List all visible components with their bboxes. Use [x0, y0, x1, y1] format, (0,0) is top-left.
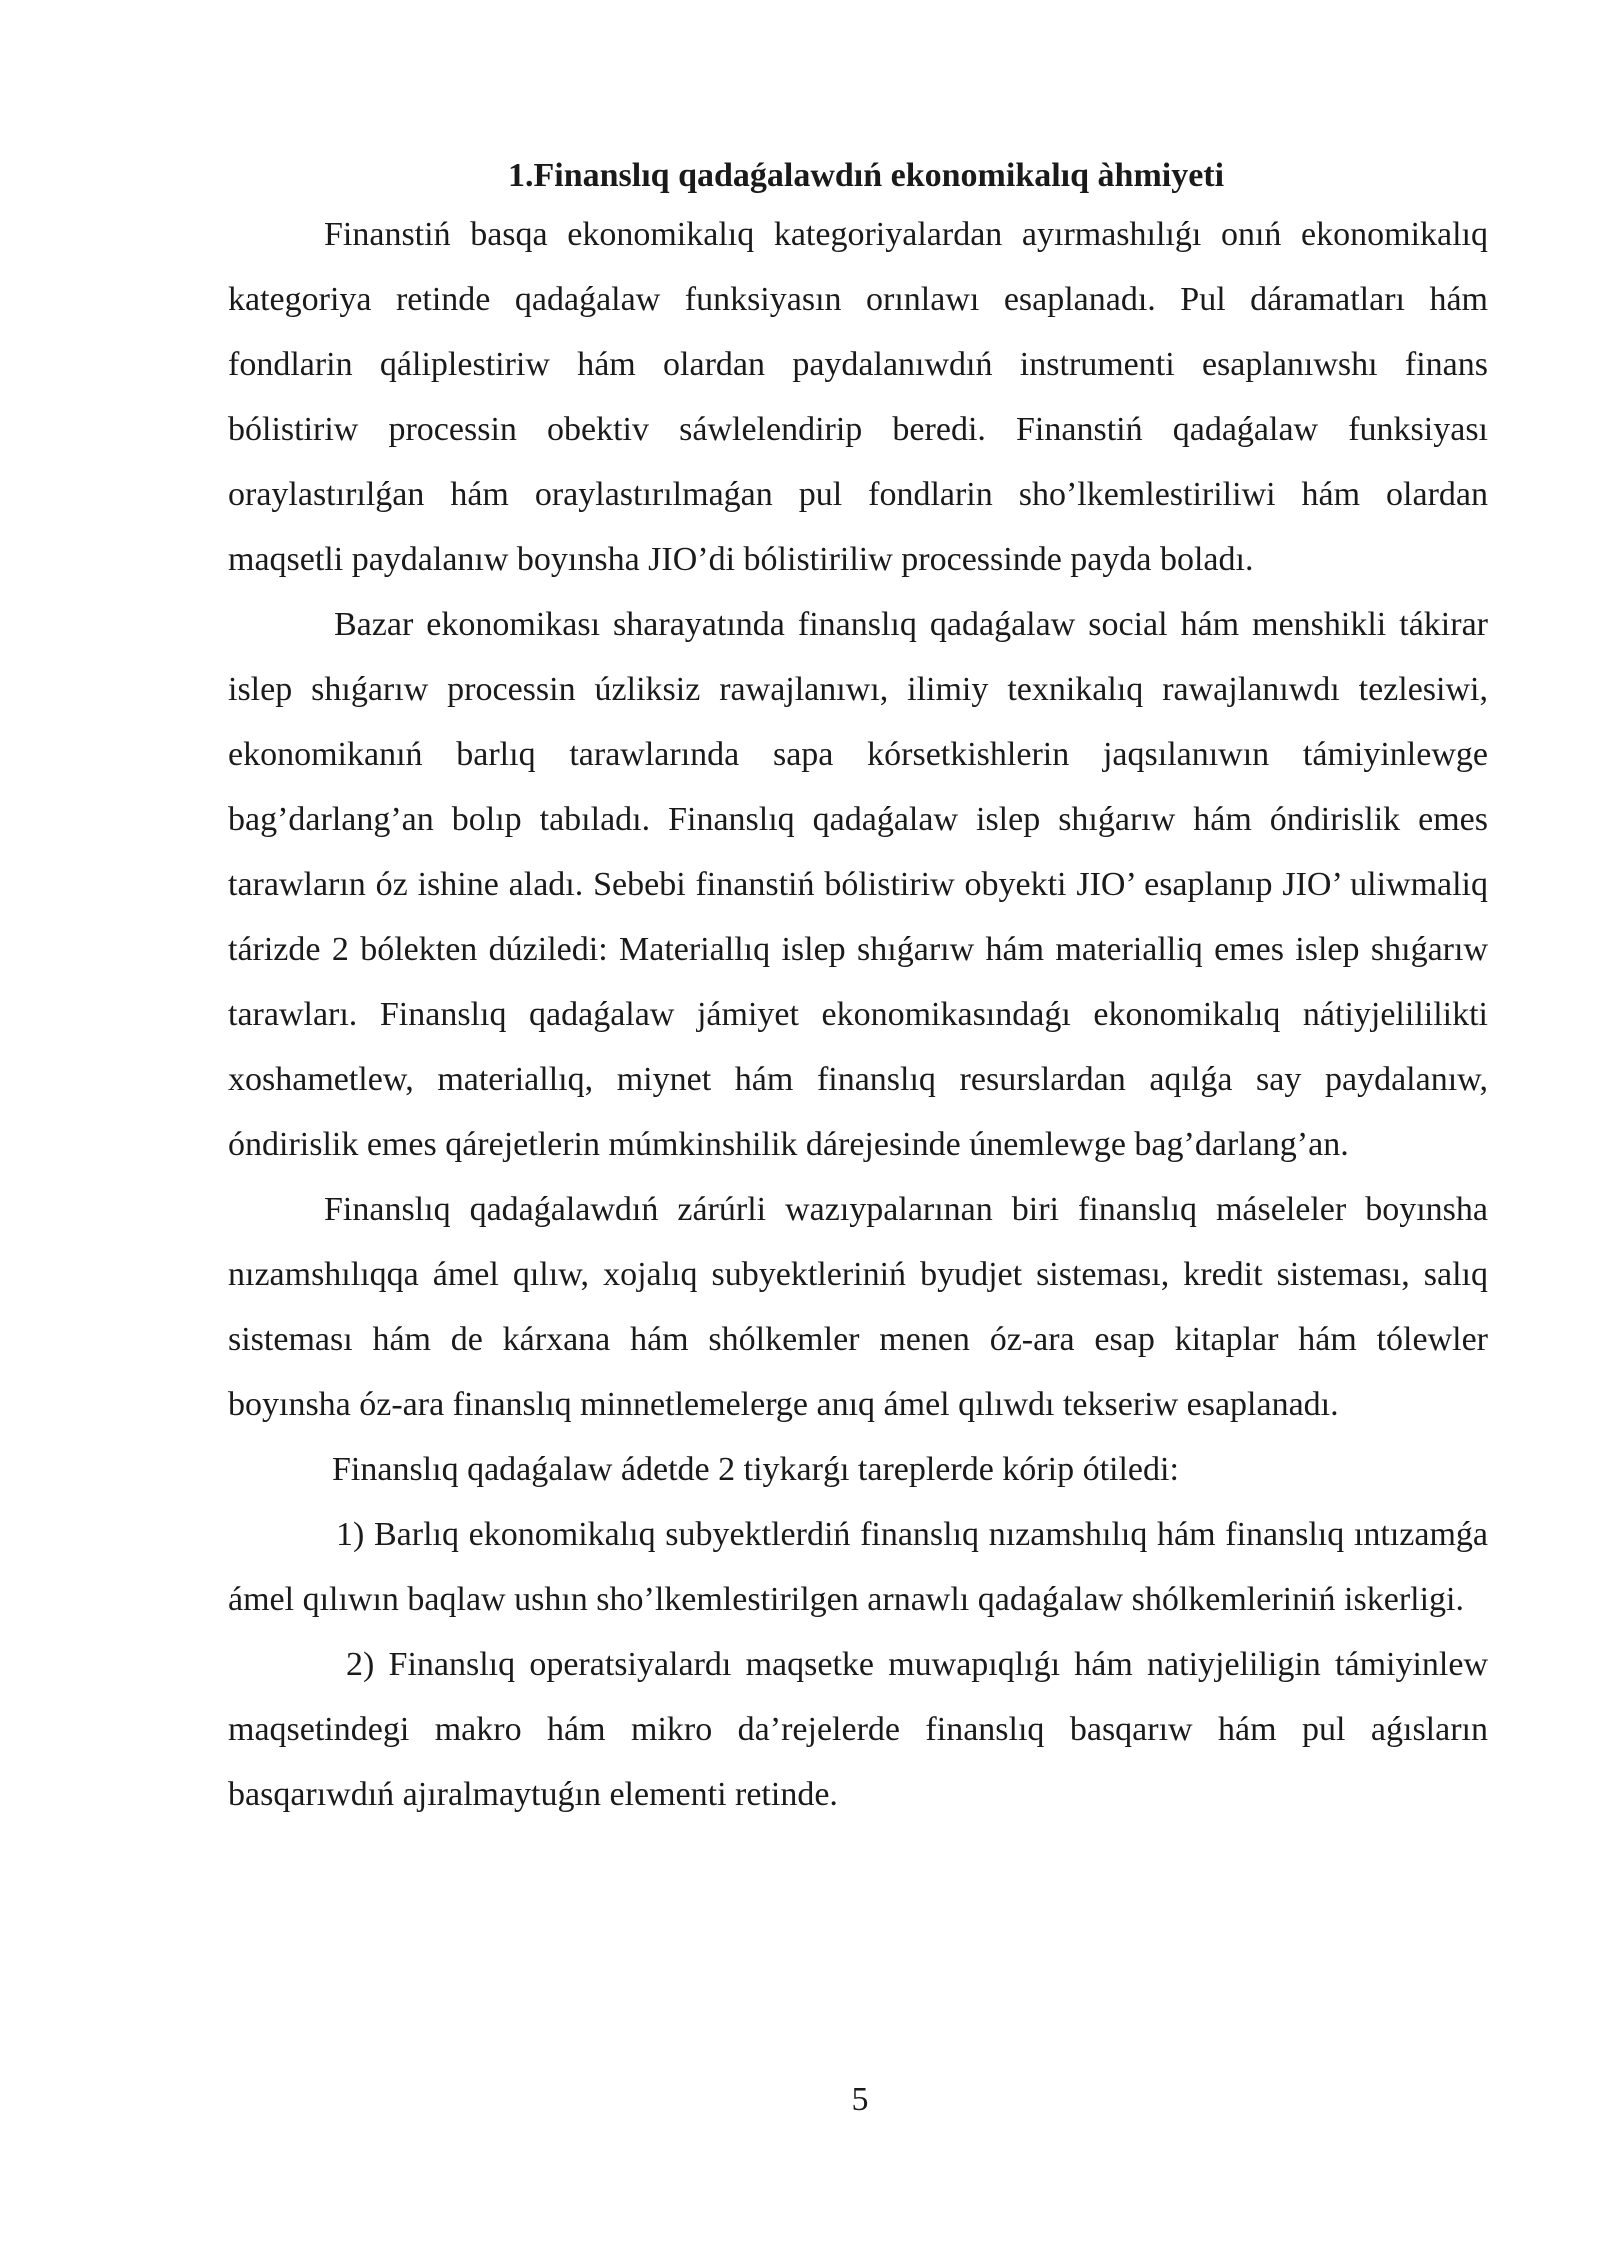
list-item-1: 1) Barlıq ekonomikalıq subyektlerdiń finanslıq nızamshılıq hám finanslıq ıntızamǵa ámel qılıwın baqlaw ushın sho’lkemlestirilgen arnawlı qadaǵalaw shólkemleriniń iskerligi. — [228, 1516, 1488, 1618]
section-heading: 1.Finanslıq qadaǵalawdıń ekonomikalıq àhmiyeti — [508, 157, 1225, 194]
paragraph-4: Finanslıq qadaǵalaw ádetde 2 tiykarǵı tareplerde kórip ótiledi: — [332, 1451, 1179, 1488]
paragraph-1: Finanstiń basqa ekonomikalıq kategoriyalardan ayırmashılıǵı onıń ekonomikalıq kategoriya retinde qadaǵalaw funksiyasın orınlawı esaplanadı. Pul dáramatları hám fondlarin qáliplestiriw hám olardan paydalanıwdıń instrumenti esaplanıwshı finans bólistiriw processin obektiv sáwlelendirip beredi. Finanstiń qadaǵalaw funksiyası oraylastırılǵan hám oraylastırılmaǵan pul fondlarin sho’lkemlestiriliwi hám olardan maqsetli paydalanıw boyınsha JIO’di bólistiriliw processinde payda boladı. — [228, 216, 1488, 578]
document-page — [228, 150, 1488, 1827]
paragraph-3: Finanslıq qadaǵalawdıń zárúrli wazıypalarınan biri finanslıq máseleler boyınsha nızamshılıqqa ámel qılıw, xojalıq subyektleriniń byudjet sisteması, kredit sisteması, salıq sisteması hám de kárxana hám shólkemler menen óz-ara esap kitaplar hám tólewler boyınsha óz-ara finanslıq minnetlemelerge anıq ámel qılıwdı tekseriw esaplanadı. — [228, 1191, 1488, 1423]
page-number: 5 — [851, 2081, 869, 2118]
list-item-2: 2) Finanslıq operatsiyalardı maqsetke muwapıqlıǵı hám natiyjeliligin támiyinlew maqsetindegi makro hám mikro da’rejelerde finanslıq basqarıw hám pul aǵısların basqarıwdıń ajıralmaytuǵın elementi retinde. — [228, 1646, 1488, 1813]
paragraph-2: Bazar ekonomikası sharayatında finanslıq qadaǵalaw social hám menshikli tákirar islep shıǵarıw processin úzliksiz rawajlanıwı, ilimiy texnikalıq rawajlanıwdı tezlesiwi, ekonomikanıń barlıq tarawlarında sapa kórsetkishlerin jaqsılanıwın támiyinlewge bag’darlang’an bolıp tabıladı. Finanslıq qadaǵalaw islep shıǵarıw hám óndirislik emes tarawların óz ishine aladı. Sebebi finanstiń bólistiriw obyekti JIO’ esaplanıp JIO’ uliwmaliq tárizde 2 bólekten dúziledi: Materiallıq islep shıǵarıw hám materialliq emes islep shıǵarıw tarawları. Finanslıq qadaǵalaw jámiyet ekonomikasındaǵı ekonomikalıq nátiyjelililikti xoshametlew, materiallıq, miynet hám finanslıq resurslardan aqılǵa say paydalanıw, óndirislik emes qárejetlerin múmkinshilik dárejesinde únemlewge bag’darlang’an. — [228, 606, 1488, 1163]
